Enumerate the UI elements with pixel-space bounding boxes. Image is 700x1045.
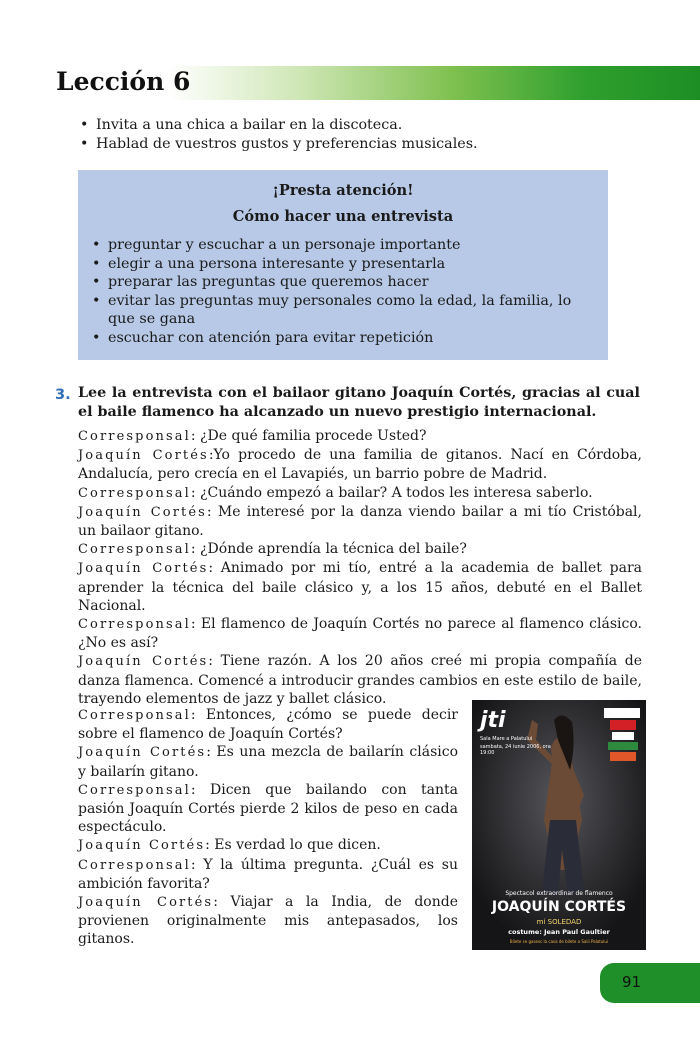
speaker-label: Corresponsal xyxy=(78,782,191,798)
dialogue-line: Joaquín Cortés:Yo procedo de una familia de gitanos. Nací en Córdoba, Andalucía, pero crecía en el Lavapiés, un barrio pobre de Madrid. xyxy=(78,447,642,483)
speaker-label: Joaquín Cortés xyxy=(78,654,209,670)
tip-item: • preguntar y escuchar a un personaje importante xyxy=(92,236,602,255)
dialogue-line: Corresponsal: Y la última pregunta. ¿Cuál es su ambición favorita? xyxy=(78,856,458,892)
line-text: Yo procedo de una familia de gitanos. Nací en Córdoba, Andalucía, pero crecía en el Lavapiés, un barrio pobre de Madrid. xyxy=(78,447,642,483)
dialogue-line: Joaquín Cortés: Viajar a la India, de donde provienen originalmente mis antepasados, los gitanos. xyxy=(78,894,458,948)
line-text: Y la última pregunta. ¿Cuál es su ambición favorita? xyxy=(78,856,458,892)
speaker-label: Corresponsal xyxy=(78,708,191,723)
dialogue-line: Joaquín Cortés: Animado por mi tío, entré a la academia de ballet para aprender la técnica del baile clásico y, a los 15 años, debuté en el Ballet Nacional. xyxy=(78,560,642,614)
page-number-tab xyxy=(600,963,700,1003)
tip-box xyxy=(78,170,608,360)
tip-box-title: ¡Presta atención! xyxy=(272,182,414,199)
dialogue-line: Corresponsal: ¿De qué familia procede Usted? xyxy=(78,428,427,444)
poster-headline: JOAQUÍN CORTÉS xyxy=(491,899,627,915)
poster-tickets: Bilete se gasesc la casa de bilete a Salii Palatului xyxy=(509,939,609,944)
dialogue-line: Corresponsal: Entonces, ¿cómo se puede decir sobre el flamenco de Joaquín Cortés? xyxy=(78,707,458,743)
line-text: Me interesé por la danza viendo bailar a mi tío Cristóbal, un bailaor gitano. xyxy=(78,503,642,540)
line-text: Entonces, ¿cómo se puede decir sobre el flamenco de Joaquín Cortés? xyxy=(78,707,458,743)
dialogue-line: Corresponsal: Dicen que bailando con tanta pasión Joaquín Cortés pierde 2 kilos de peso en cada espectáculo. xyxy=(78,781,458,836)
concert-poster xyxy=(472,700,646,950)
dialogue-line: Corresponsal: El flamenco de Joaquín Cortés no parece al flamenco clásico. ¿No es así? xyxy=(78,616,642,652)
line-text: Animado por mi tío, entré a la academia de ballet para aprender la técnica del baile clásico y, a los 15 años, debuté en el Ballet Nacional. xyxy=(78,560,642,614)
intro-bullet: • Hablad de vuestros gustos y preferencias musicales. xyxy=(80,135,640,154)
speaker-label: Corresponsal xyxy=(78,857,191,873)
page-number: 91 xyxy=(622,973,642,991)
poster-venue: Sala Mare a Palatului xyxy=(480,736,533,742)
speaker-label: Joaquín Cortés xyxy=(78,504,207,520)
line-text: ¿De qué familia procede Usted? xyxy=(200,428,427,444)
tip-box-subtitle: Cómo hacer una entrevista xyxy=(232,208,454,225)
line-text: El flamenco de Joaquín Cortés no parece al flamenco clásico. ¿No es así? xyxy=(78,616,642,652)
poster-tagline: Spectacol extraordinar de flamenco xyxy=(505,890,613,897)
exercise-number: 3. xyxy=(55,386,71,403)
tip-item: • evitar las preguntas muy personales como la edad, la familia, lo que se gana xyxy=(92,292,602,329)
interview-dialogue xyxy=(78,427,642,708)
interview-dialogue-continued xyxy=(78,706,458,949)
speaker-label: Corresponsal xyxy=(78,542,191,558)
dialogue-line: Joaquín Cortés: Es verdad lo que dicen. xyxy=(78,837,381,854)
speaker-label: Joaquín Cortés xyxy=(78,561,209,577)
exercise-instruction: Lee la entrevista con el bailaor gitano Joaquín Cortés, gracias al cual el baile flamenco ha alcanzado un nuevo prestigio internacional. xyxy=(78,385,640,420)
tip-box-list xyxy=(92,236,602,348)
dialogue-line: Joaquín Cortés: Me interesé por la danza viendo bailar a mi tío Cristóbal, un bailaor gitano. xyxy=(78,503,642,540)
intro-bullet: • Invita a una chica a bailar en la discoteca. xyxy=(80,116,640,135)
dialogue-line: Joaquín Cortés: Es una mezcla de bailarín clásico y bailarín gitano. xyxy=(78,744,459,780)
line-text: Es verdad lo que dicen. xyxy=(214,837,381,854)
speaker-label: Corresponsal xyxy=(78,485,191,501)
speaker-label: Corresponsal xyxy=(78,429,191,444)
speaker-label: Corresponsal xyxy=(78,617,191,633)
line-text: Tiene razón. A los 20 años creé mi propia compañía de danza flamenca. Comencé a introducir grandes cambios en este estilo de baile, trayendo elementos de jazz y ballet clásico. xyxy=(78,653,643,707)
dialogue-line: Corresponsal: ¿Dónde aprendía la técnica del baile? xyxy=(78,541,467,558)
intro-list xyxy=(80,116,640,154)
speaker-label: Joaquín Cortés xyxy=(78,895,214,911)
line-text: Viajar a la India, de donde provienen originalmente mis antepasados, los gitanos. xyxy=(78,894,458,948)
line-text: ¿Cuándo empezó a bailar? A todos les interesa saberlo. xyxy=(200,484,593,501)
poster-show: mi SOLEDAD xyxy=(536,918,582,926)
poster-brand: jti xyxy=(480,708,506,733)
line-text: Es una mezcla de bailarín clásico y bailarín gitano. xyxy=(78,744,459,780)
lesson-title: Lección 6 xyxy=(56,67,191,96)
speaker-label: Joaquín Cortés xyxy=(78,745,207,761)
tip-item: • elegir a una persona interesante y presentarla xyxy=(92,255,602,274)
tip-item: • preparar las preguntas que queremos hacer xyxy=(92,273,602,292)
dialogue-line: Joaquín Cortés: Tiene razón. A los 20 años creé mi propia compañía de danza flamenca. Comencé a introducir grandes cambios en este estilo de baile, trayendo elementos de jazz y ballet clásico. xyxy=(78,653,643,707)
dialogue-line: Corresponsal: ¿Cuándo empezó a bailar? A todos les interesa saberlo. xyxy=(78,484,593,501)
speaker-label: Joaquín Cortés xyxy=(78,448,209,464)
tip-item: • escuchar con atención para evitar repetición xyxy=(92,329,602,348)
line-text: Dicen que bailando con tanta pasión Joaquín Cortés pierde 2 kilos de peso en cada espectáculo. xyxy=(78,781,458,836)
speaker-label: Joaquín Cortés xyxy=(78,838,206,854)
poster-date: sambata, 24 iunie 2006, ora 19:00 xyxy=(480,744,551,756)
line-text: ¿Dónde aprendía la técnica del baile? xyxy=(200,541,467,558)
poster-costume: costume: Jean Paul Gaultier xyxy=(508,928,610,936)
